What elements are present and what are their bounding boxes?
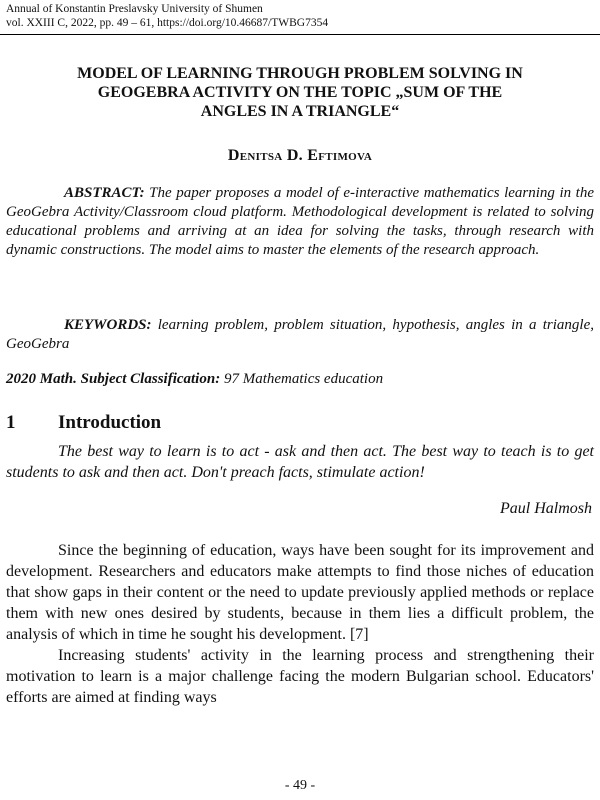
abstract-label: ABSTRACT: — [64, 185, 145, 201]
paragraph: Increasing students' activity in the learning process and strengthening their motivation to learn is a major challenge facing the modern Bulgarian school. Educators' efforts are aimed at finding ways — [6, 647, 594, 706]
title-line-2: GEOGEBRA ACTIVITY ON THE TOPIC „SUM OF THE — [97, 84, 503, 101]
classification-label: 2020 Math. Subject Classification: — [6, 371, 221, 387]
abstract — [6, 184, 594, 260]
keywords — [6, 316, 594, 354]
classification-text: 97 Mathematics education — [223, 371, 384, 387]
section-number: 1 — [6, 412, 16, 433]
journal-volume-doi: vol. XXIII C, 2022, pp. 49 – 61, https://doi.org/10.46687/TWBG7354 — [6, 17, 329, 29]
epigraph-quote: The best way to learn is to act - ask and then act. The best way to teach is to get students to ask and then act. Don't preach facts, stimulate action! — [6, 443, 594, 481]
section-title: Introduction — [58, 412, 162, 433]
epigraph-author: Paul Halmosh — [500, 500, 592, 517]
page-number: - 49 - — [284, 778, 316, 793]
journal-name: Annual of Konstantin Preslavsky University of Shumen — [6, 3, 263, 15]
title-line-1: MODEL OF LEARNING THROUGH PROBLEM SOLVING IN — [77, 65, 523, 82]
paper-title — [0, 64, 600, 121]
title-line-3: ANGLES IN A TRIANGLE“ — [200, 103, 400, 120]
keywords-text: learning problem, problem situation, hypothesis, angles in a triangle, GeoGebra — [6, 317, 594, 352]
journal-header — [6, 2, 328, 30]
keywords-label: KEYWORDS: — [64, 317, 152, 333]
subject-classification — [6, 370, 383, 389]
section-heading — [6, 412, 161, 434]
author-name: Denitsa D. Eftimova — [227, 147, 373, 164]
body-text — [6, 540, 594, 708]
abstract-text: The paper proposes a model of e-interactive mathematics learning in the GeoGebra Activity/Classroom cloud platform. Methodological development is related to solving educational problems and arriving at an idea for solving the tasks, through research with dynamic constructions. The model aims to master the elements of the research approach. — [6, 185, 595, 258]
header-rule — [0, 34, 600, 35]
paragraph: Since the beginning of education, ways have been sought for its improvement and development. Researchers and educators make attempts to find those niches of education that show gaps in their content or the need to update previously applied methods or replace them with new ones desired by students, because in them lies a difficult problem, the analysis of which in time he sought his development. [7] — [6, 542, 594, 643]
